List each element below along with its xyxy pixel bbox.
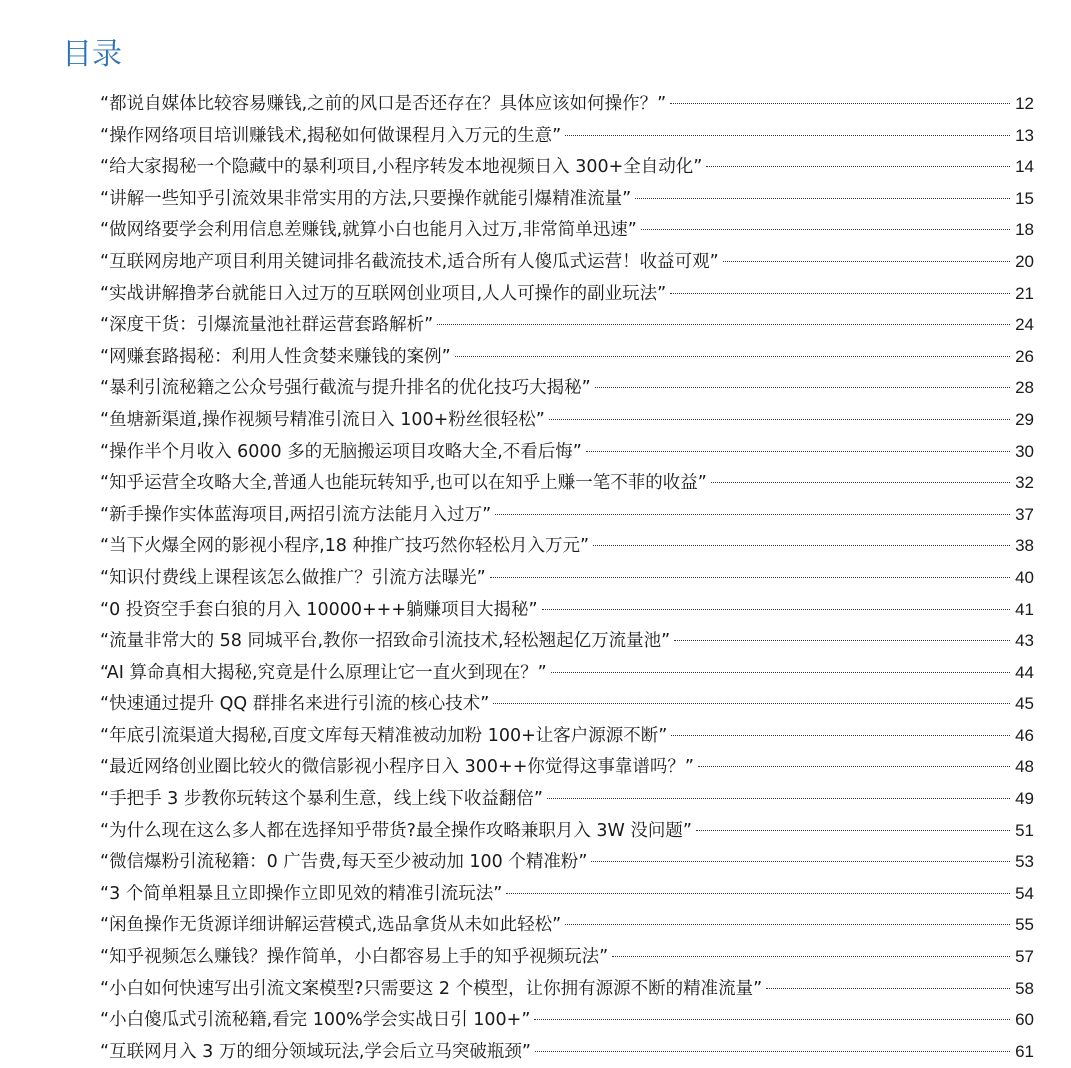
toc-entry[interactable] <box>100 625 1034 657</box>
dot-leader <box>670 293 1010 294</box>
toc-entry-title: “手把手 3 步教你玩转这个暴利生意，线上线下收益翻倍” <box>100 789 543 810</box>
toc-page-number: 53 <box>1015 852 1034 872</box>
toc-entry[interactable] <box>100 878 1034 910</box>
dot-leader <box>612 956 1010 957</box>
toc-page-number: 37 <box>1015 504 1034 524</box>
toc-entry[interactable] <box>100 1036 1034 1068</box>
toc-entry[interactable] <box>100 404 1034 436</box>
toc-entry-title: “讲解一些知乎引流效果非常实用的方法,只要操作就能引爆精准流量” <box>100 188 632 209</box>
toc-page-number: 30 <box>1015 441 1034 461</box>
dot-leader <box>635 198 1010 199</box>
dot-leader <box>595 387 1010 388</box>
toc-entry-title: “当下火爆全网的影视小程序,18 种推广技巧然你轻松月入万元” <box>100 536 590 557</box>
dot-leader <box>551 672 1010 673</box>
toc-entry-title: “新手操作实体蓝海项目,两招引流方法能月入过万” <box>100 504 492 525</box>
dot-leader <box>711 482 1010 483</box>
dot-leader <box>549 419 1010 420</box>
toc-entry[interactable] <box>100 120 1034 152</box>
toc-page-number: 61 <box>1015 1041 1034 1061</box>
toc-page-number: 45 <box>1015 694 1034 714</box>
toc-entry-title: “深度干货：引爆流量池社群运营套路解析” <box>100 315 434 336</box>
toc-entry[interactable] <box>100 214 1034 246</box>
toc-page-number: 48 <box>1015 757 1034 777</box>
toc-page-number: 54 <box>1015 883 1034 903</box>
toc-entry[interactable] <box>100 594 1034 626</box>
toc-page-number: 24 <box>1015 315 1034 335</box>
dot-leader <box>670 103 1010 104</box>
toc-entry[interactable] <box>100 846 1034 878</box>
toc-page-number: 32 <box>1015 473 1034 493</box>
toc-entry-title: “知识付费线上课程该怎么做推广？引流方法曝光” <box>100 567 486 588</box>
toc-page-number: 21 <box>1015 283 1034 303</box>
toc-page-number: 18 <box>1015 220 1034 240</box>
toc-page-number: 44 <box>1015 662 1034 682</box>
toc-list <box>100 88 1034 1067</box>
toc-page-number: 28 <box>1015 378 1034 398</box>
toc-entry-title: “知乎运营全攻略大全,普通人也能玩转知乎,也可以在知乎上赚一笔不菲的收益” <box>100 473 707 494</box>
dot-leader <box>696 830 1010 831</box>
toc-entry-title: “最近网络创业圈比较火的微信影视小程序日入 300++你觉得这事靠谱吗？” <box>100 757 694 778</box>
dot-leader <box>593 545 1010 546</box>
toc-page-number: 26 <box>1015 346 1034 366</box>
toc-entry-title: “为什么现在这么多人都在选择知乎带货?最全操作攻略兼职月入 3W 没问题” <box>100 820 692 841</box>
dot-leader <box>674 640 1010 641</box>
toc-entry[interactable] <box>100 720 1034 752</box>
toc-page-number: 38 <box>1015 536 1034 556</box>
dot-leader <box>495 514 1010 515</box>
toc-entry-title: “互联网房地产项目利用关键词排名截流技术,适合所有人傻瓜式运营！收益可观” <box>100 251 719 272</box>
toc-page-number: 15 <box>1015 188 1034 208</box>
toc-entry-title: “快速通过提升 QQ 群排名来进行引流的核心技术” <box>100 694 490 715</box>
toc-entry-title: “知乎视频怎么赚钱？操作简单，小白都容易上手的知乎视频玩法” <box>100 947 609 968</box>
dot-leader <box>723 261 1010 262</box>
toc-page-number: 40 <box>1015 567 1034 587</box>
toc-entry-title: “0 投资空手套白狼的月入 10000+++躺赚项目大揭秘” <box>100 599 538 620</box>
toc-entry-title: “3 个简单粗暴且立即操作立即见效的精准引流玩法” <box>100 883 503 904</box>
toc-entry[interactable] <box>100 815 1034 847</box>
toc-page-number: 13 <box>1015 125 1034 145</box>
toc-entry[interactable] <box>100 688 1034 720</box>
dot-leader <box>437 324 1010 325</box>
dot-leader <box>766 988 1010 989</box>
dot-leader <box>706 166 1010 167</box>
dot-leader <box>542 609 1010 610</box>
toc-entry[interactable] <box>100 341 1034 373</box>
toc-page-number: 51 <box>1015 820 1034 840</box>
dot-leader <box>591 861 1010 862</box>
toc-entry-title: “鱼塘新渠道,操作视频号精准引流日入 100+粉丝很轻松” <box>100 409 545 430</box>
toc-entry-title: “都说自媒体比较容易赚钱,之前的风口是否还存在？具体应该如何操作？” <box>100 94 667 114</box>
toc-entry-title: “给大家揭秘一个隐藏中的暴利项目,小程序转发本地视频日入 300+全自动化” <box>100 157 703 178</box>
toc-entry[interactable] <box>100 562 1034 594</box>
toc-page-number: 55 <box>1015 915 1034 935</box>
dot-leader <box>586 451 1010 452</box>
toc-entry-title: “小白如何快速写出引流文案模型?只需要这 2 个模型，让你拥有源源不断的精准流量” <box>100 978 763 999</box>
toc-entry-title: “年底引流渠道大揭秘,百度文库每天精准被动加粉 100+让客户源源不断” <box>100 725 668 746</box>
toc-entry[interactable] <box>100 88 1034 120</box>
dot-leader <box>565 135 1010 136</box>
toc-entry[interactable] <box>100 246 1034 278</box>
dot-leader <box>641 229 1010 230</box>
toc-entry-title: “操作半个月收入 6000 多的无脑搬运项目攻略大全,不看后悔” <box>100 441 582 462</box>
toc-entry[interactable] <box>100 436 1034 468</box>
toc-entry[interactable] <box>100 278 1034 310</box>
toc-page-number: 41 <box>1015 599 1034 619</box>
toc-entry-title: “实战讲解撸茅台就能日入过万的互联网创业项目,人人可操作的副业玩法” <box>100 283 667 304</box>
toc-entry[interactable] <box>100 151 1034 183</box>
dot-leader <box>565 924 1010 925</box>
toc-entry[interactable] <box>100 309 1034 341</box>
dot-leader <box>671 735 1010 736</box>
toc-entry[interactable] <box>100 657 1034 689</box>
toc-entry-title: “闲鱼操作无货源详细讲解运营模式,选品拿货从未如此轻松” <box>100 915 562 936</box>
toc-page-number: 29 <box>1015 409 1034 429</box>
toc-page-number: 60 <box>1015 1010 1034 1030</box>
dot-leader <box>535 1051 1010 1052</box>
toc-entry[interactable] <box>100 530 1034 562</box>
toc-entry-title: “互联网月入 3 万的细分领域玩法,学会后立马突破瓶颈” <box>100 1041 531 1062</box>
toc-page-number: 58 <box>1015 978 1034 998</box>
toc-page-number: 49 <box>1015 789 1034 809</box>
toc-page-number: 57 <box>1015 947 1034 967</box>
toc-entry-title: “操作网络项目培训赚钱术,揭秘如何做课程月入万元的生意” <box>100 125 562 146</box>
toc-page-number: 14 <box>1015 157 1034 177</box>
toc-entry-title: “做网络要学会利用信息差赚钱,就算小白也能月入过万,非常简单迅速” <box>100 220 637 241</box>
toc-entry-title: “AI 算命真相大揭秘,究竟是什么原理让它一直火到现在？” <box>100 662 547 683</box>
toc-entry-title: “流量非常大的 58 同城平台,教你一招致命引流技术,轻松翘起亿万流量池” <box>100 631 671 652</box>
dot-leader <box>547 798 1010 799</box>
toc-entry[interactable] <box>100 909 1034 941</box>
toc-entry[interactable] <box>100 467 1034 499</box>
dot-leader <box>534 1019 1010 1020</box>
toc-entry[interactable] <box>100 372 1034 404</box>
toc-entry[interactable] <box>100 1004 1034 1036</box>
toc-page-number: 46 <box>1015 725 1034 745</box>
dot-leader <box>493 703 1010 704</box>
dot-leader <box>506 893 1010 894</box>
toc-entry[interactable] <box>100 783 1034 815</box>
toc-entry[interactable] <box>100 499 1034 531</box>
toc-page-number: 12 <box>1015 94 1034 113</box>
dot-leader <box>455 356 1010 357</box>
toc-title: 目录 <box>62 37 122 72</box>
toc-entry-title: “网赚套路揭秘：利用人性贪婪来赚钱的案例” <box>100 346 451 367</box>
dot-leader <box>490 577 1010 578</box>
toc-entry-title: “微信爆粉引流秘籍：0 广告费,每天至少被动加 100 个精准粉” <box>100 852 588 873</box>
toc-page-number: 43 <box>1015 631 1034 651</box>
toc-entry-title: “小白傻瓜式引流秘籍,看完 100%学会实战日引 100+” <box>100 1010 531 1031</box>
dot-leader <box>698 766 1010 767</box>
toc-entry[interactable] <box>100 941 1034 973</box>
toc-entry[interactable] <box>100 183 1034 215</box>
toc-entry[interactable] <box>100 973 1034 1005</box>
toc-entry-title: “暴利引流秘籍之公众号强行截流与提升排名的优化技巧大揭秘” <box>100 378 591 399</box>
toc-entry[interactable] <box>100 751 1034 783</box>
toc-page-number: 20 <box>1015 251 1034 271</box>
